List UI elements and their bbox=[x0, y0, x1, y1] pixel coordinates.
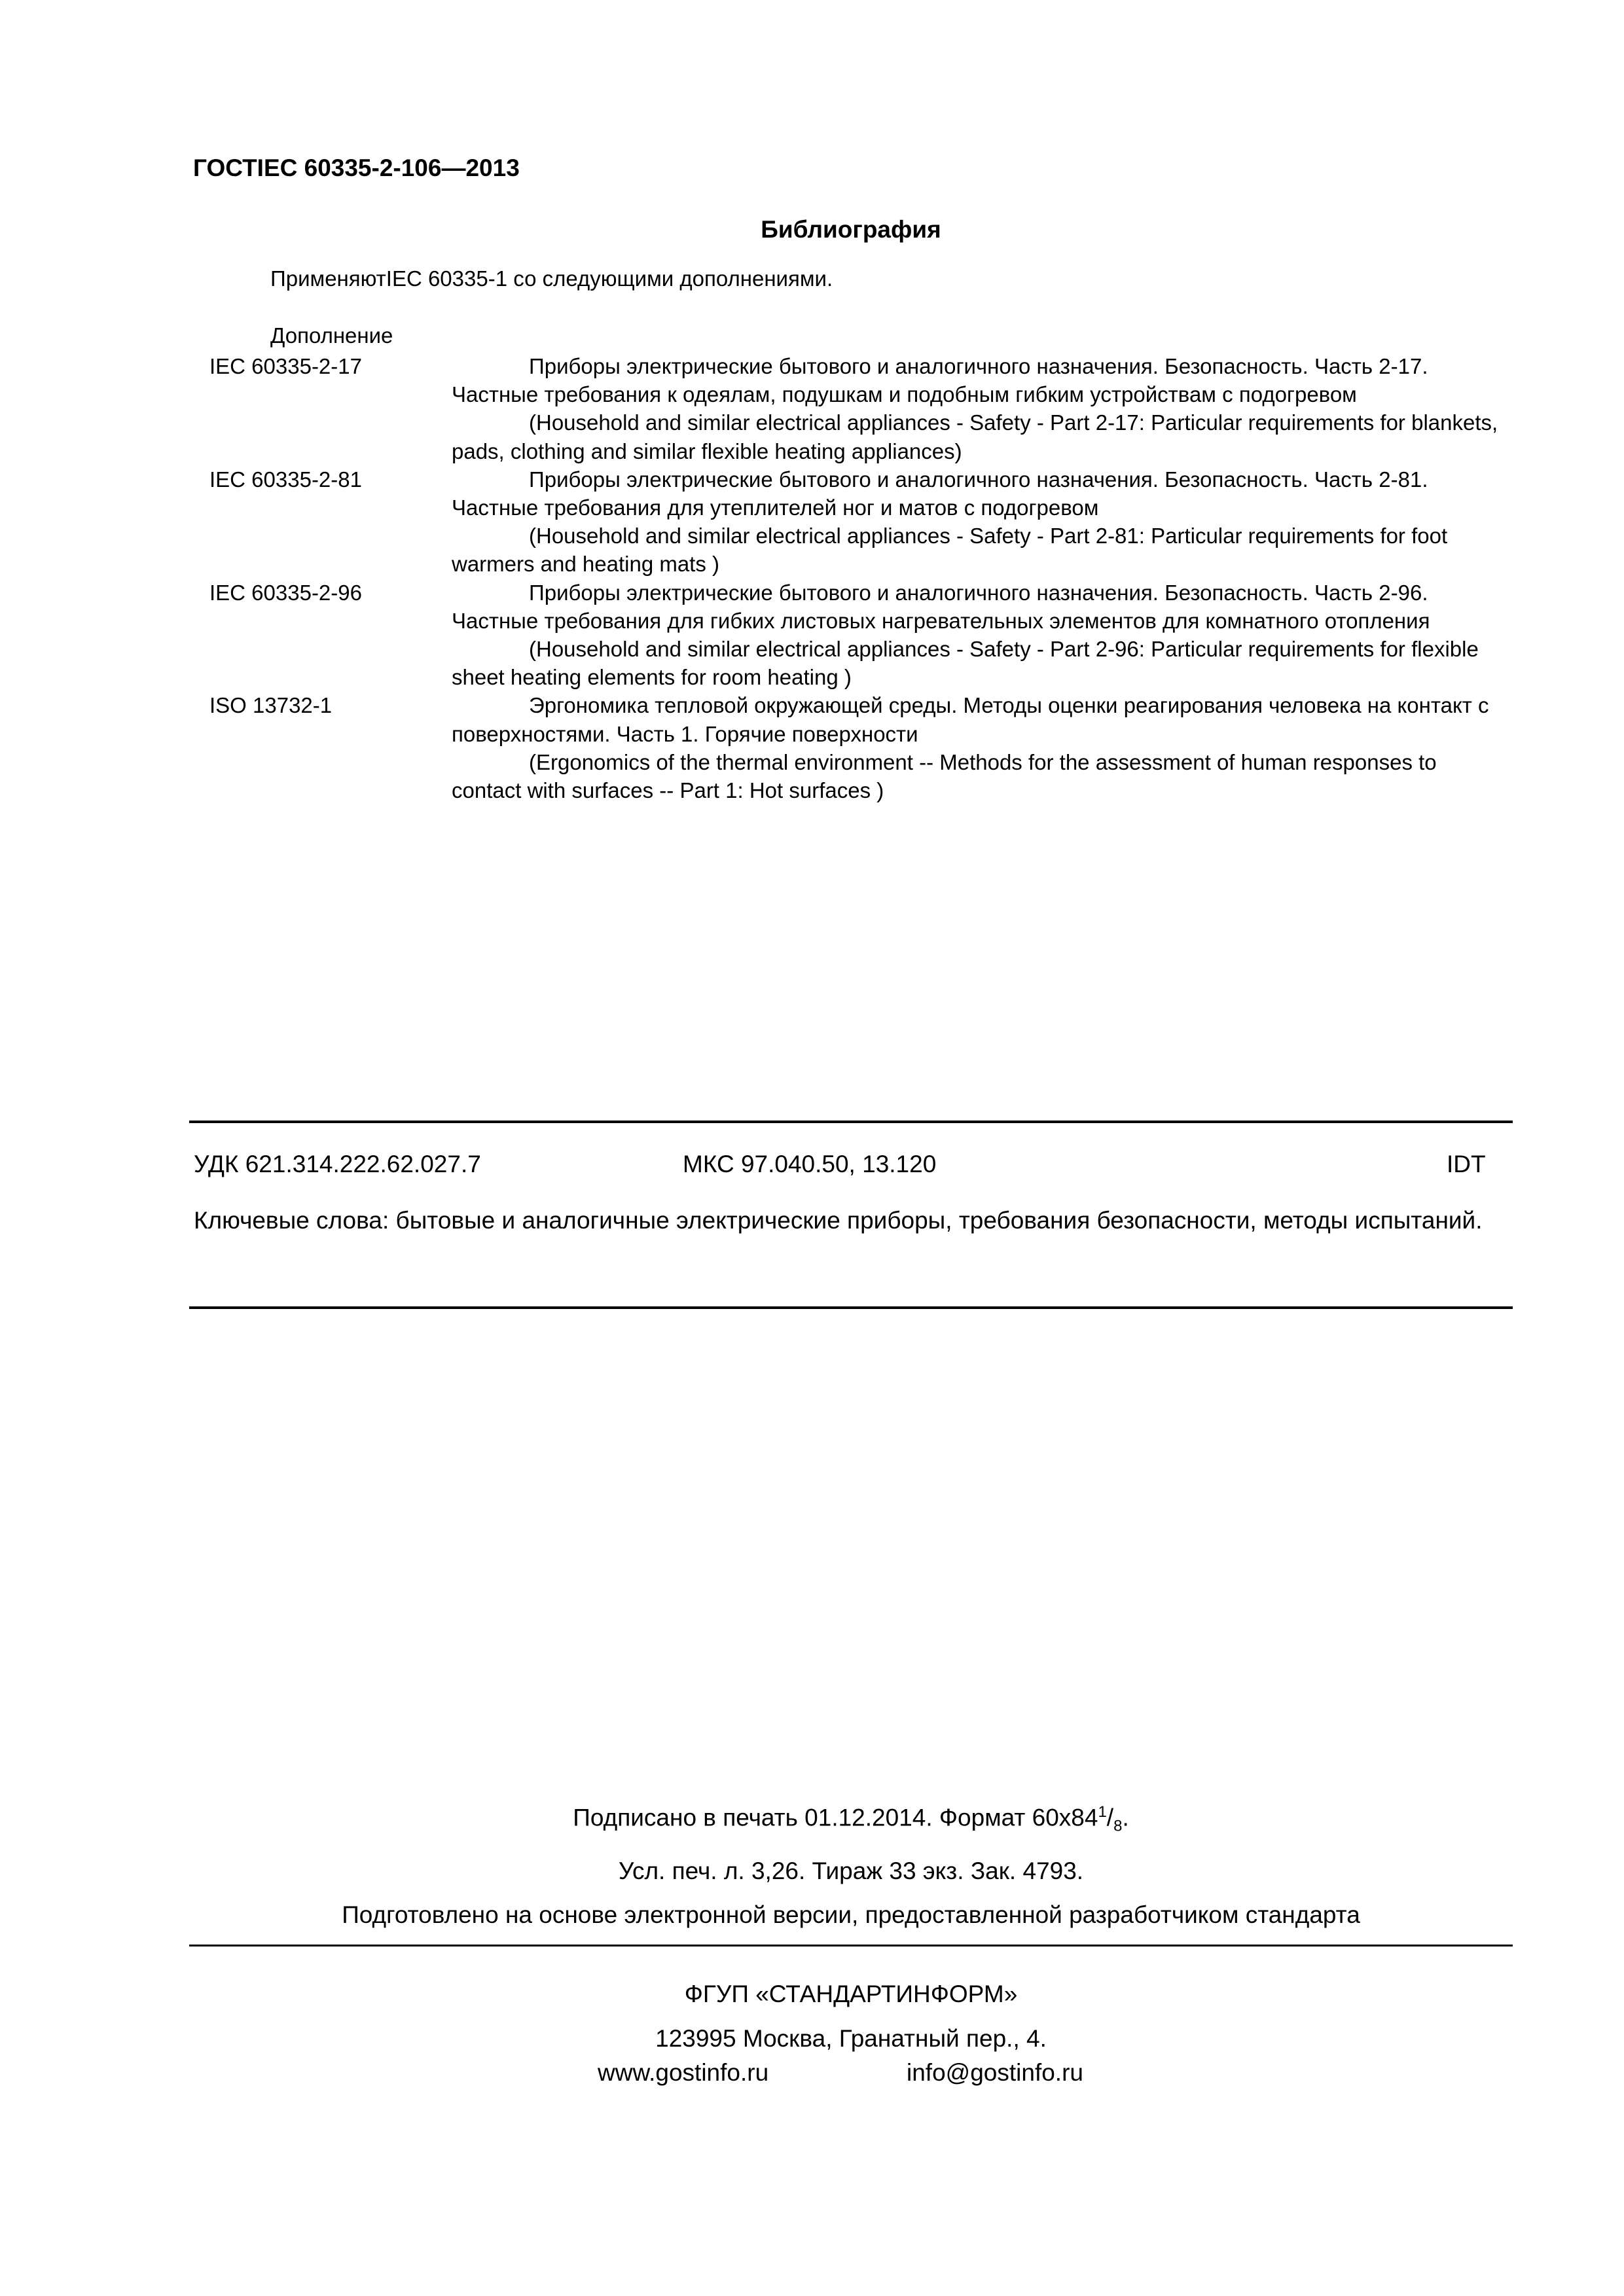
reference-title-en: (Household and similar electrical appliances - Safety - Part 2-81: Particular requirements for foot warmers and heating mats ) bbox=[452, 524, 1448, 577]
email-link[interactable]: info@gostinfo.ru bbox=[907, 2059, 1083, 2086]
publisher-address: 123995 Москва, Гранатный пер., 4. bbox=[655, 2025, 1047, 2052]
bottom-divider bbox=[189, 1306, 1513, 1309]
format-superscript: 1 bbox=[1098, 1803, 1107, 1821]
reference-item bbox=[209, 691, 1512, 804]
signed-text: Подписано в печать 01.12.2014. Формат 60x84 bbox=[573, 1804, 1098, 1831]
format-subscript: 8 bbox=[1113, 1817, 1123, 1835]
keywords bbox=[194, 1204, 1509, 1237]
supplement-label: Дополнение bbox=[270, 323, 393, 348]
reference-code: IEC 60335-2-17 bbox=[209, 354, 362, 378]
mks-code: МКС 97.040.50, 13.120 bbox=[683, 1151, 937, 1177]
reference-code: IEC 60335-2-81 bbox=[209, 467, 362, 492]
reference-item bbox=[209, 465, 1512, 579]
bibliography-intro: ПрименяютIEC 60335-1 со следующими дополнениями. bbox=[270, 266, 833, 291]
document-header: ГОСТIEC 60335-2-106—2013 bbox=[193, 154, 520, 181]
reference-list bbox=[209, 352, 1512, 804]
top-divider bbox=[189, 1121, 1513, 1123]
publisher-name: ФГУП «СТАНДАРТИНФОРМ» bbox=[684, 1981, 1018, 2007]
reference-item bbox=[209, 579, 1512, 692]
format-end: . bbox=[1122, 1804, 1129, 1831]
reference-item bbox=[209, 352, 1512, 465]
reference-title-ru: Эргономика тепловой окружающей среды. Методы оценки реагирования человека на контакт с поверхностями. Часть 1. Горячие поверхности bbox=[452, 693, 1489, 746]
reference-title-en: (Ergonomics of the thermal environment -- Methods for the assessment of human responses to contact with surfaces -- Part 1: Hot surfaces ) bbox=[452, 749, 1437, 803]
reference-title-ru: Приборы электрические бытового и аналогичного назначения. Безопасность. Часть 2-17. Частные требования к одеялам, подушкам и подобным гибким устройствам с подогревом bbox=[452, 354, 1428, 407]
idt-marker: IDT bbox=[1447, 1151, 1486, 1177]
keywords-label: Ключевые слова: bbox=[194, 1207, 389, 1234]
print-info: Усл. печ. л. 3,26. Тираж 33 экз. Зак. 4793. bbox=[618, 1857, 1084, 1884]
reference-title-en: (Household and similar electrical appliances - Safety - Part 2-17: Particular requirements for blankets, pads, clothing and similar flexible heating appliances) bbox=[452, 410, 1498, 463]
prepared-note: Подготовлено на основе электронной версии, предоставленной разработчиком стандарта bbox=[342, 1901, 1360, 1928]
reference-title-ru: Приборы электрические бытового и аналогичного назначения. Безопасность. Часть 2-81. Частные требования для утеплителей ног и матов с подогревом bbox=[452, 467, 1428, 520]
signed-line: Подписано в печать 01.12.2014. Формат $60x84^1/_8$. bbox=[573, 1803, 1129, 1835]
reference-title-ru: Приборы электрические бытового и аналогичного назначения. Безопасность. Часть 2-96. Частные требования для гибких листовых нагревательных элементов для комнатного отопления bbox=[452, 580, 1430, 633]
reference-code: ISO 13732-1 bbox=[209, 693, 333, 718]
keywords-text: бытовые и аналогичные электрические приборы, требования безопасности, методы испытаний. bbox=[395, 1207, 1483, 1234]
reference-code: IEC 60335-2-96 bbox=[209, 580, 362, 605]
udk-code: УДК 621.314.222.62.027.7 bbox=[194, 1151, 481, 1177]
imprint-divider bbox=[189, 1945, 1513, 1946]
bibliography-title: Библиография bbox=[761, 216, 941, 243]
reference-title-en: (Household and similar electrical appliances - Safety - Part 2-96: Particular requirements for flexible sheet heating elements for room heating ) bbox=[452, 637, 1479, 690]
website-link[interactable]: www.gostinfo.ru bbox=[598, 2059, 769, 2086]
